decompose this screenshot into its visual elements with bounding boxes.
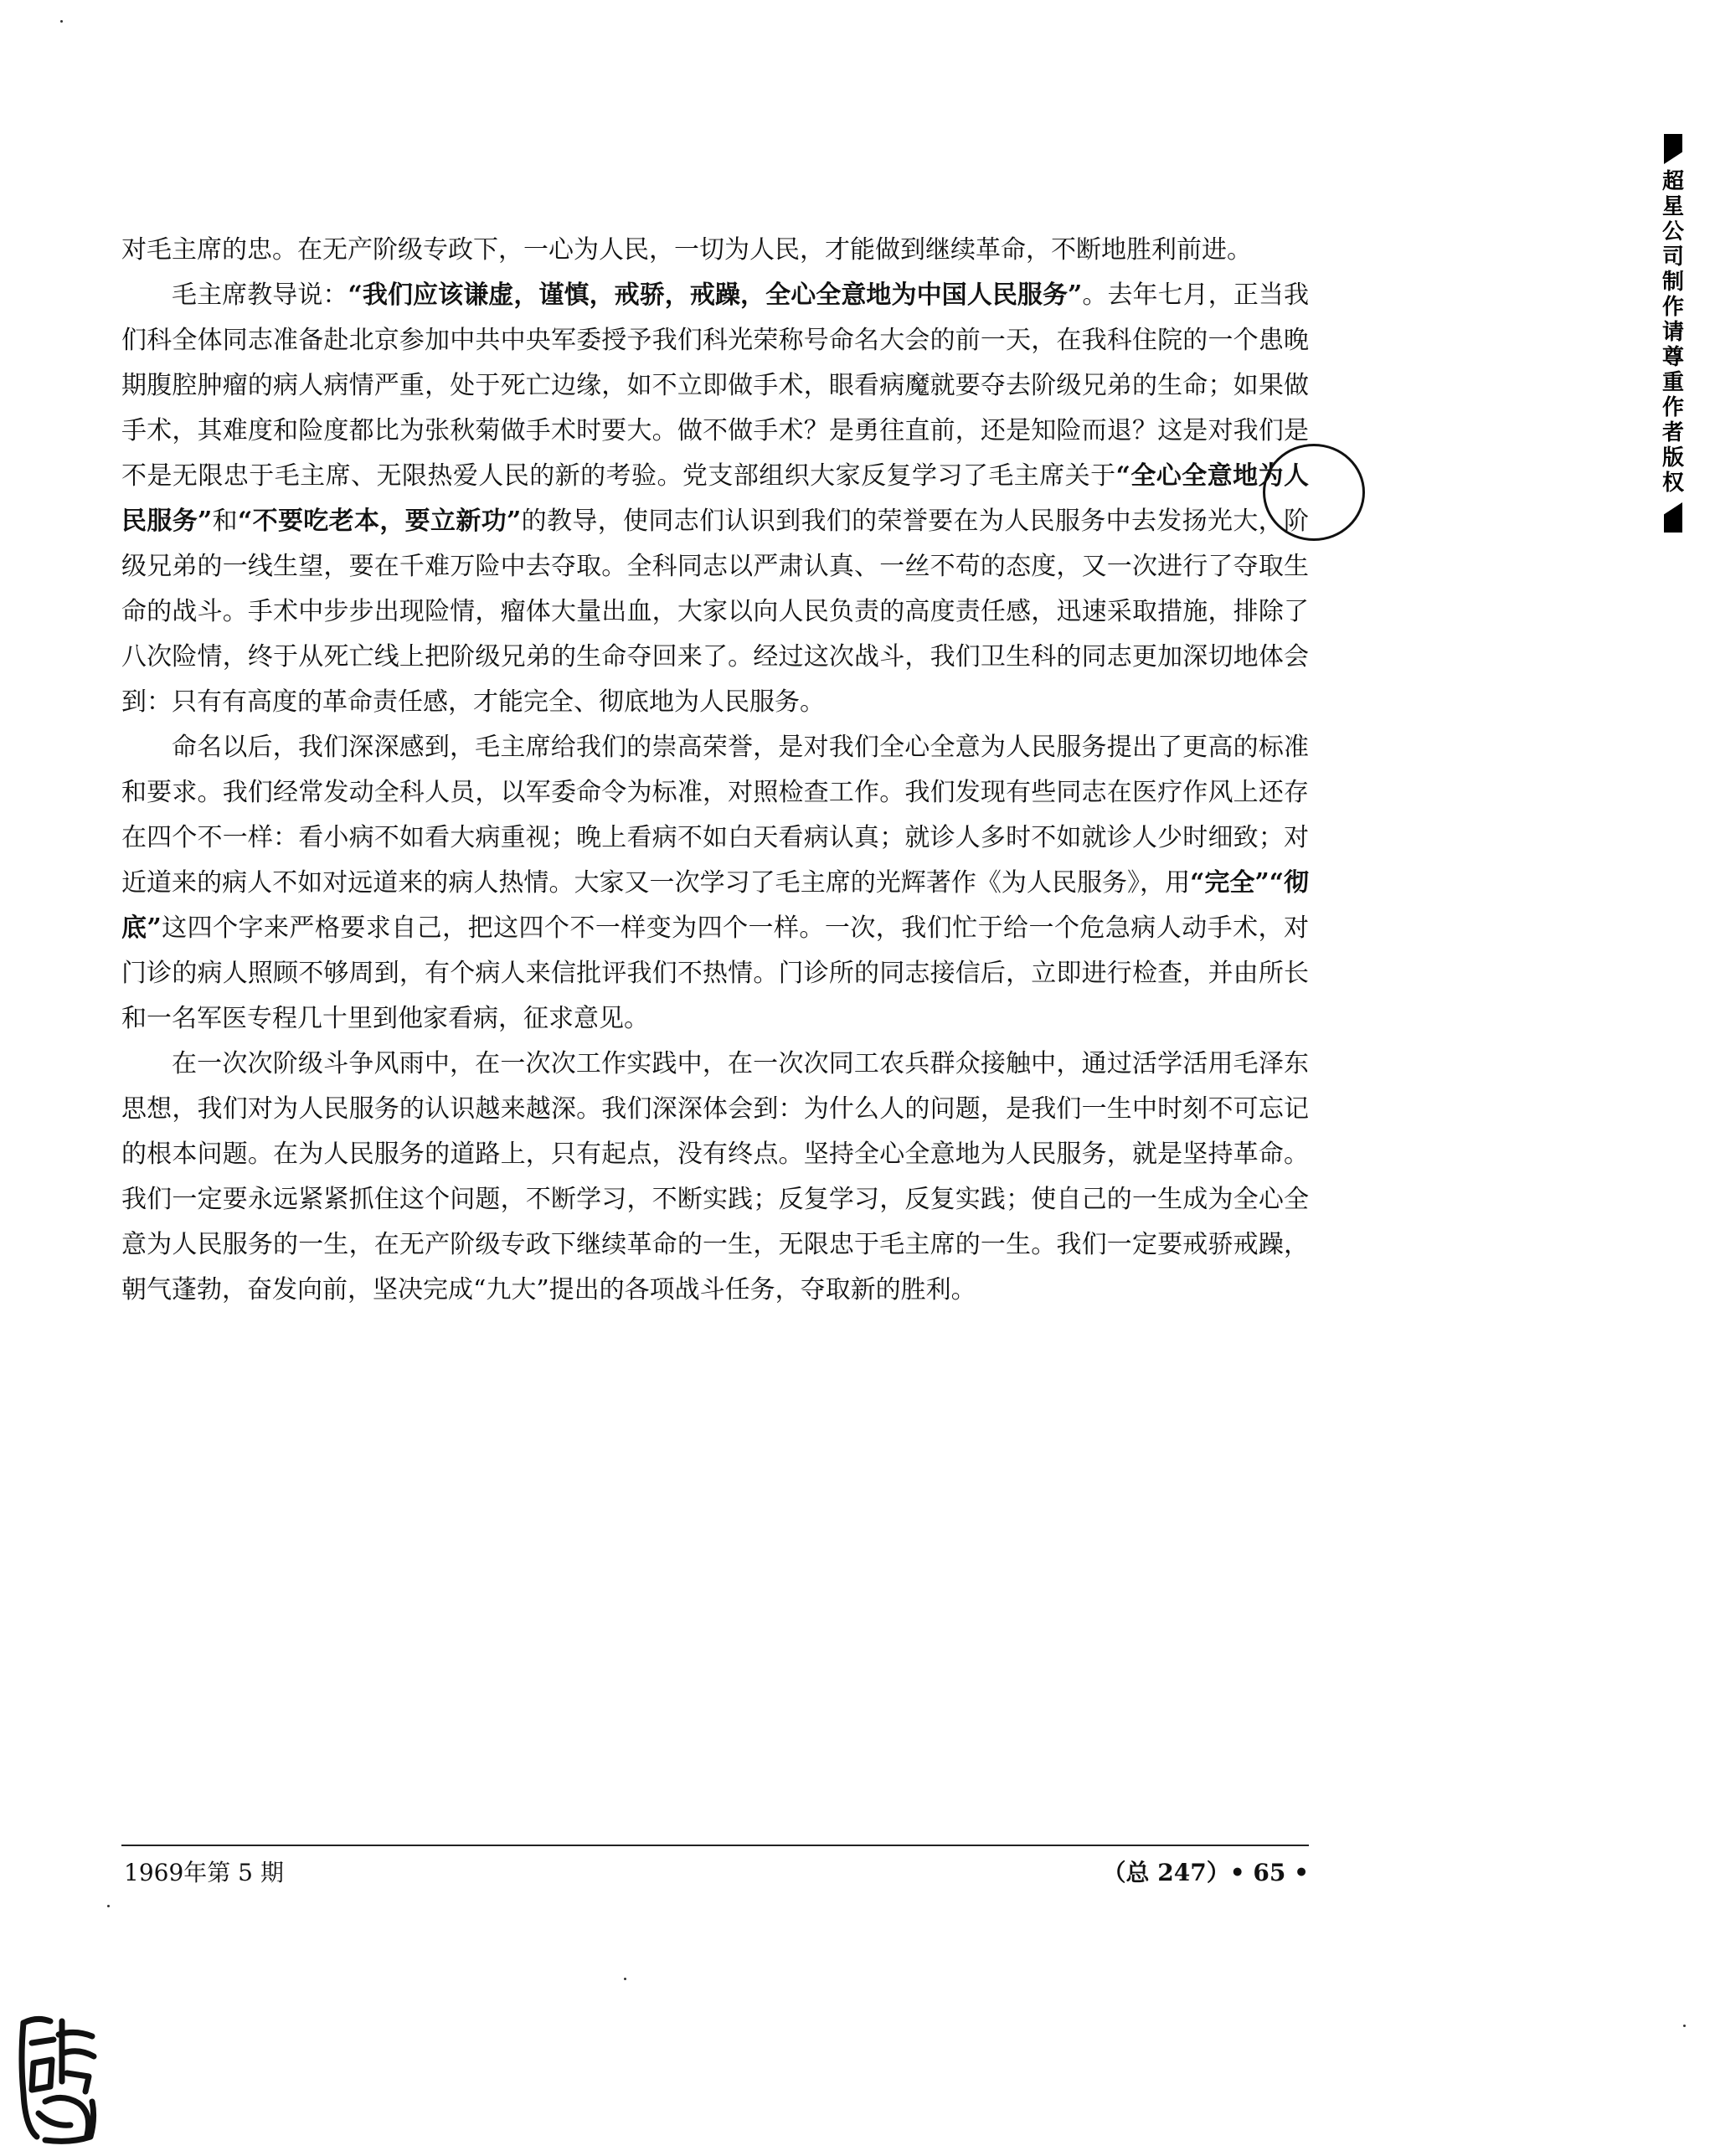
stamp-bar-top [1664, 134, 1682, 164]
scan-speck [60, 20, 63, 23]
seal-stamp-icon [12, 2009, 104, 2145]
text-run: 在一次次阶级斗争风雨中，在一次次工作实践中，在一次次同工农兵群众接触中，通过活学活用毛泽东思想，我们对为人民服务的认识越来越深。我们深深体会到：为什么人的问题，是我们一生中时刻不可忘记的根本问题。在为人民服务的道路上，只有起点，没有终点。坚持全心全意地为人民服务，就是坚持革命。我们一定要永远紧紧抓住这个问题，不断学习，不断实践；反复学习，反复实践；使自己的一生成为全心全意为人民服务的一生，在无产阶级专政下继续革命的一生，无限忠于毛主席的一生。我们一定要戒骄戒躁，朝气蓬勃，奋发向前，坚决完成“九大”提出的各项战斗任务，夺取新的胜利。 [121, 1049, 1309, 1304]
scan-speck [1683, 2025, 1686, 2027]
footer-issue: 1969年第 5 期 [124, 1859, 284, 1886]
text-run: 的教导，使同志们认识到我们的荣誉要在为人民服务中去发扬光大，阶级兄弟的一线生望，要在千难万险中去夺取。全科同志以严肃认真、一丝不苟的态度，又一次进行了夺取生命的战斗。手术中步步出现险情，瘤体大量出血，大家以向人民负责的高度责任感，迅速采取措施，排除了八次险情，终于从死亡线上把阶级兄弟的生命夺回来了。经过这次战斗，我们卫生科的同志更加深切地体会到：只有有高度的革命责任感，才能完全、彻底地为人民服务。 [121, 507, 1310, 717]
article-body [121, 228, 1309, 1313]
stamp-char: 版 [1661, 445, 1684, 471]
bold-quote: “不要吃老本，要立新功” [238, 507, 522, 536]
text-run: 这四个字来严格要求自己，把这四个不一样变为四个一样。一次，我们忙于给一个危急病人动手术，对门诊的病人照顾不够周到，有个病人来信批评我们不热情。门诊所的同志接信后，立即进行检查，并由所长和一名军医专程几十里到他家看病，征求意见。 [121, 913, 1310, 1033]
text-run: 命名以后，我们深深感到，毛主席给我们的崇高荣誉，是对我们全心全意为人民服务提出了更高的标准和要求。我们经常发动全科人员，以军委命令为标准，对照检查工作。我们发现有些同志在医疗作风上还存在四个不一样：看小病不如看大病重视；晚上看病不如白天看病认真；就诊人多时不如就诊人少时细致；对近道来的病人不如对远道来的病人热情。大家又一次学习了毛主席的光辉著作《为人民服务》，用 [121, 733, 1309, 898]
paragraph [121, 725, 1309, 1042]
stamp-char: 权 [1661, 471, 1684, 496]
stamp-char: 请 [1661, 320, 1684, 345]
scan-speck [624, 1978, 626, 1980]
bold-quote: “我们应该谦虚，谨慎，戒骄，戒躁，全心全意地为中国人民服务” [348, 280, 1083, 310]
stamp-char: 司 [1661, 244, 1684, 270]
footer-divider [121, 1845, 1309, 1846]
stamp-char: 超 [1661, 169, 1684, 194]
text-run: 和 [212, 507, 238, 536]
copyright-stamp [1656, 134, 1690, 533]
stamp-text [1656, 169, 1690, 496]
stamp-char: 星 [1661, 194, 1684, 219]
paragraph [121, 273, 1309, 725]
bold-quote: “完全”“彻底” [121, 868, 1309, 943]
text-run: 对毛主席的忠。在无产阶级专政下，一心为人民，一切为人民，才能做到继续革命，不断地胜利前进。 [121, 235, 1252, 265]
text-run: 毛主席教导说： [172, 280, 348, 310]
stamp-char: 制 [1661, 270, 1684, 295]
stamp-char: 重 [1661, 370, 1684, 395]
footer-page-number: （总 247）• 65 • [1102, 1859, 1309, 1886]
bold-quote: “全心全意地为人民服务” [121, 461, 1309, 536]
paragraph [121, 1042, 1309, 1313]
stamp-char: 作 [1661, 395, 1684, 420]
stamp-char: 尊 [1661, 345, 1684, 370]
hand-drawn-circle-mark [1263, 444, 1365, 541]
stamp-char: 作 [1661, 295, 1684, 320]
stamp-char: 者 [1661, 420, 1684, 445]
paragraph [121, 228, 1309, 273]
stamp-char: 公 [1661, 219, 1684, 244]
stamp-bar-bottom [1664, 502, 1682, 533]
scan-speck [107, 1905, 110, 1907]
text-run: 。去年七月，正当我们科全体同志准备赴北京参加中共中央军委授予我们科光荣称号命名大会的前一天，在我科住院的一个患晚期腹腔肿瘤的病人病情严重，处于死亡边缘，如不立即做手术，眼看病魔就要夺去阶级兄弟的生命；如果做手术，其难度和险度都比为张秋菊做手术时要大。做不做手术？是勇往直前，还是知险而退？这是对我们是不是无限忠于毛主席、无限热爱人民的新的考验。党支部组织大家反复学习了毛主席关于 [121, 280, 1310, 491]
